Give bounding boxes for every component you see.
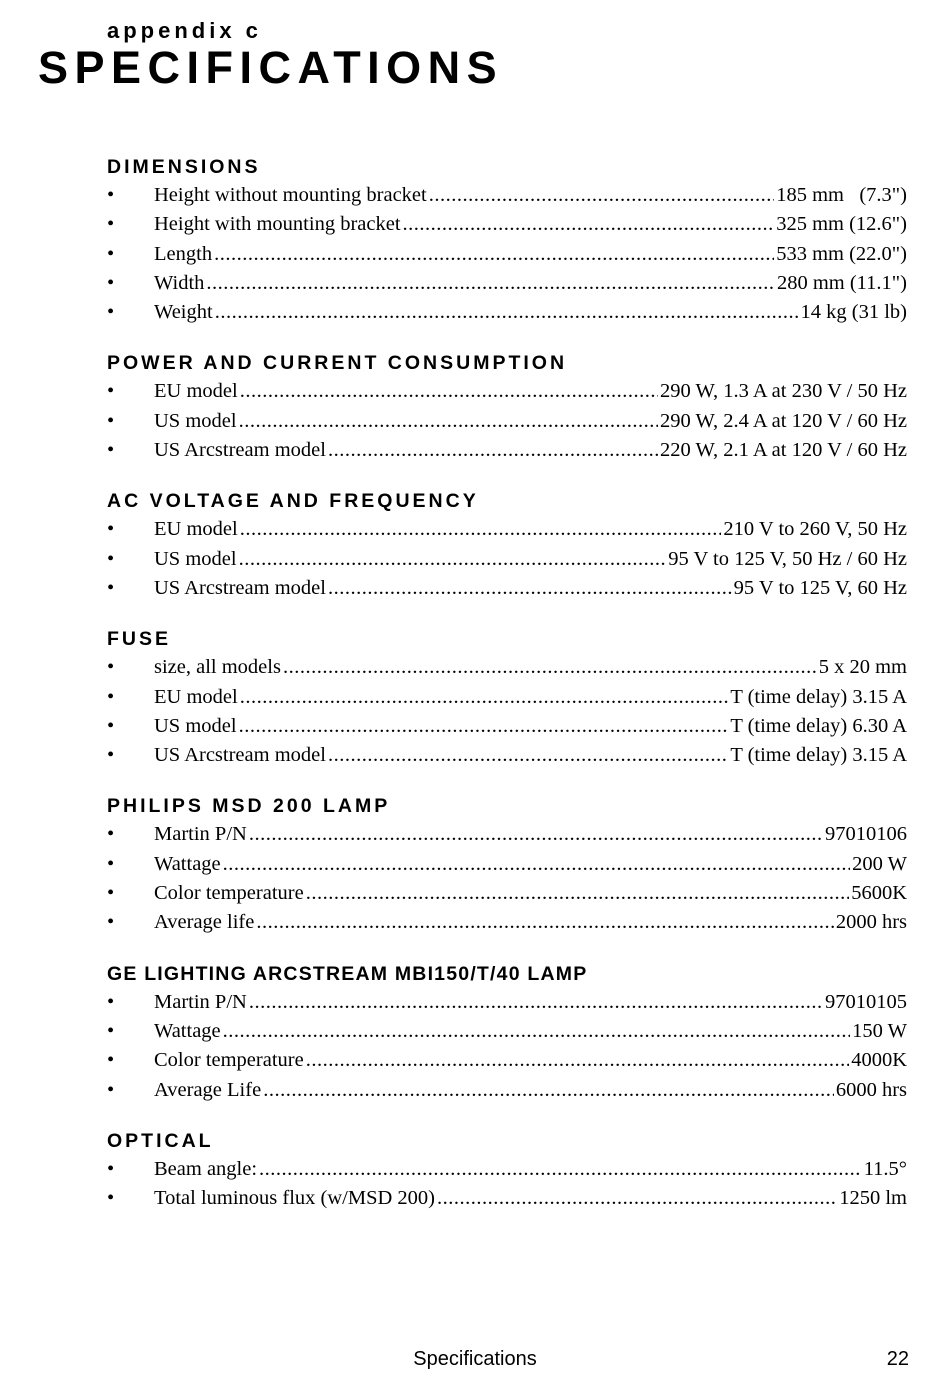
bullet: • (107, 656, 115, 679)
dot-leader (223, 1017, 850, 1046)
spec-value: 200 W (852, 852, 907, 875)
spec-row (107, 1017, 907, 1046)
section-fuse (107, 625, 907, 770)
dot-leader (240, 683, 729, 712)
bullet: • (107, 911, 115, 934)
bullet: • (107, 1019, 115, 1042)
dot-leader (206, 269, 775, 298)
dot-leader (259, 1155, 862, 1184)
spec-row (107, 269, 907, 298)
spec-row (107, 436, 907, 465)
spec-label: Color temperature (154, 1049, 304, 1072)
bullet: • (107, 271, 115, 294)
spec-value: T (time delay) 6.30 A (730, 714, 907, 737)
dot-leader (328, 574, 732, 603)
section-title: GE LIGHTING ARCSTREAM MBI150/T/40 LAMP (107, 962, 588, 985)
page-title: SPECIFICATIONS (38, 42, 504, 93)
spec-value: 325 mm (12.6") (776, 213, 907, 236)
bullet: • (107, 242, 115, 265)
dot-leader (328, 741, 728, 770)
spec-row (107, 879, 907, 908)
spec-label: Color temperature (154, 882, 304, 905)
section-dimensions (107, 153, 907, 327)
bullet: • (107, 547, 115, 570)
bullet: • (107, 990, 115, 1013)
spec-label: Wattage (154, 852, 221, 875)
section-title: POWER AND CURRENT CONSUMPTION (107, 352, 568, 375)
spec-content (107, 153, 907, 1235)
dot-leader (437, 1184, 837, 1213)
footer-page-number: 22 (886, 1348, 909, 1370)
spec-value: 95 V to 125 V, 60 Hz (733, 576, 907, 599)
spec-row (107, 515, 907, 544)
spec-value: 14 kg (31 lb) (800, 301, 907, 324)
spec-value: 280 mm (11.1") (776, 271, 907, 294)
spec-label: size, all models (154, 656, 281, 679)
spec-value: 185 mm (7.3") (776, 184, 907, 206)
spec-value: 150 W (852, 1019, 907, 1042)
spec-label: US Arcstream model (154, 744, 326, 767)
bullet: • (107, 685, 115, 708)
dot-leader (239, 545, 667, 574)
spec-row (107, 574, 907, 603)
dot-leader (306, 1046, 849, 1075)
spec-value: 533 mm (22.0") (776, 242, 907, 265)
dot-leader (429, 181, 774, 210)
spec-row (107, 850, 907, 879)
spec-value: 11.5° (863, 1157, 907, 1180)
spec-label: Width (154, 271, 205, 294)
bullet: • (107, 1187, 115, 1210)
spec-value: 95 V to 125 V, 50 Hz / 60 Hz (668, 547, 907, 570)
bullet: • (107, 744, 115, 767)
spec-label: US model (154, 714, 237, 737)
bullet: • (107, 380, 115, 403)
bullet: • (107, 823, 115, 846)
spec-row (107, 1076, 907, 1105)
dot-leader (263, 1076, 834, 1105)
spec-row (107, 545, 907, 574)
spec-value: 97010105 (825, 990, 907, 1013)
spec-row (107, 240, 907, 269)
spec-value: 5600K (851, 882, 907, 905)
dot-leader (239, 407, 658, 436)
dot-leader (306, 879, 849, 908)
bullet: • (107, 576, 115, 599)
spec-value: T (time delay) 3.15 A (730, 685, 907, 708)
section-ac-voltage (107, 487, 907, 603)
bullet: • (107, 518, 115, 541)
section-title: PHILIPS MSD 200 LAMP (107, 795, 391, 818)
spec-value: 290 W, 1.3 A at 230 V / 50 Hz (660, 380, 907, 403)
spec-label: Total luminous flux (w/MSD 200) (154, 1187, 436, 1210)
dot-leader (249, 820, 823, 849)
spec-value: 97010106 (825, 823, 907, 846)
bullet: • (107, 439, 115, 462)
dot-leader (239, 712, 729, 741)
bullet: • (107, 882, 115, 905)
spec-label: Average Life (154, 1078, 262, 1101)
spec-row (107, 988, 907, 1017)
section-title: DIMENSIONS (107, 156, 261, 178)
spec-label: US model (154, 409, 237, 432)
spec-label: Wattage (154, 1019, 221, 1042)
dot-leader (249, 988, 823, 1017)
spec-value: 220 W, 2.1 A at 120 V / 60 Hz (660, 439, 907, 462)
section-title: OPTICAL (107, 1129, 214, 1152)
spec-row (107, 210, 907, 239)
dot-leader (328, 436, 658, 465)
section-title: AC VOLTAGE AND FREQUENCY (107, 490, 479, 513)
spec-label: Height with mounting bracket (154, 213, 401, 236)
bullet: • (107, 1078, 115, 1101)
bullet: • (107, 714, 115, 737)
spec-row (107, 1184, 907, 1213)
bullet: • (107, 301, 115, 324)
spec-row (107, 181, 907, 210)
dot-leader (240, 515, 722, 544)
spec-row (107, 1155, 907, 1184)
spec-label: EU model (154, 685, 238, 708)
spec-row (107, 820, 907, 849)
spec-value: 6000 hrs (835, 1078, 907, 1101)
section-power (107, 349, 907, 465)
spec-label: Weight (154, 301, 213, 324)
spec-label: US Arcstream model (154, 576, 326, 599)
spec-row (107, 298, 907, 327)
spec-row (107, 683, 907, 712)
spec-row (107, 377, 907, 406)
spec-value: T (time delay) 3.15 A (730, 744, 907, 767)
spec-label: EU model (154, 380, 238, 403)
spec-value: 290 W, 2.4 A at 120 V / 60 Hz (660, 409, 907, 432)
bullet: • (107, 1049, 115, 1072)
spec-label: Length (154, 242, 213, 265)
section-title: FUSE (107, 628, 172, 651)
section-ge-lamp (107, 960, 907, 1105)
spec-label: Martin P/N (154, 990, 247, 1013)
spec-label: Height without mounting bracket (154, 184, 427, 206)
spec-row (107, 1046, 907, 1075)
section-philips-lamp (107, 792, 907, 937)
bullet: • (107, 852, 115, 875)
spec-value: 5 x 20 mm (818, 656, 907, 679)
section-optical (107, 1127, 907, 1214)
bullet: • (107, 1157, 115, 1180)
spec-value: 210 V to 260 V, 50 Hz (723, 518, 907, 541)
footer-section-name: Specifications (413, 1348, 537, 1370)
bullet: • (107, 409, 115, 432)
spec-row (107, 712, 907, 741)
bullet: • (107, 184, 115, 206)
spec-label: US Arcstream model (154, 439, 326, 462)
appendix-label: appendix c (107, 18, 262, 43)
spec-row (107, 653, 907, 682)
spec-label: Average life (154, 911, 255, 934)
spec-row (107, 741, 907, 770)
spec-row (107, 908, 907, 937)
dot-leader (215, 298, 799, 327)
spec-value: 2000 hrs (835, 911, 907, 934)
spec-row (107, 407, 907, 436)
dot-leader (223, 850, 850, 879)
spec-label: Martin P/N (154, 823, 247, 846)
dot-leader (256, 908, 833, 937)
spec-label: Beam angle: (154, 1157, 258, 1180)
dot-leader (403, 210, 775, 239)
spec-label: EU model (154, 518, 238, 541)
spec-value: 4000K (851, 1049, 907, 1072)
dot-leader (240, 377, 658, 406)
dot-leader (214, 240, 774, 269)
spec-value: 1250 lm (839, 1187, 907, 1210)
bullet: • (107, 213, 115, 236)
spec-label: US model (154, 547, 237, 570)
dot-leader (283, 653, 817, 682)
